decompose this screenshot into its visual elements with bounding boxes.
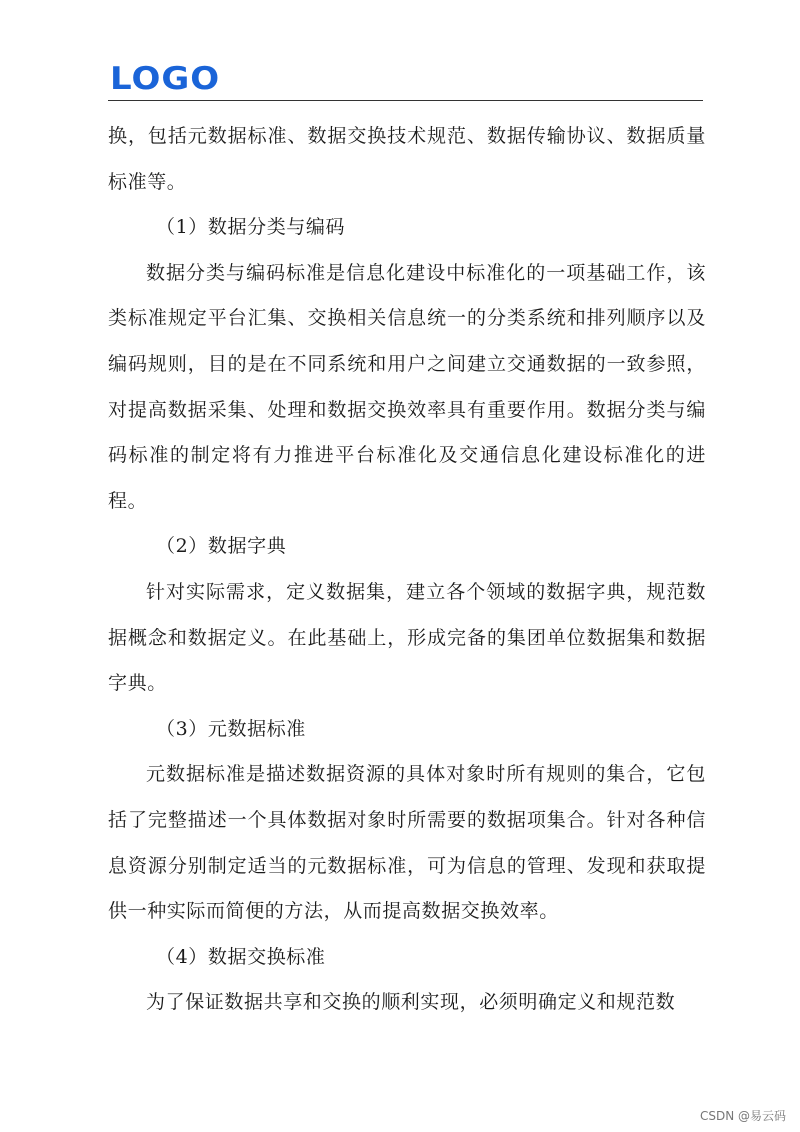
logo: LOGO: [110, 60, 221, 98]
section-heading-classification-coding: （1）数据分类与编码: [156, 216, 346, 239]
document-body: [108, 114, 706, 1026]
section-heading-data-exchange-standard: （4）数据交换标准: [156, 945, 326, 968]
section-heading-data-dictionary: （2）数据字典: [156, 535, 287, 558]
paragraph-data-exchange-standard: 为了保证数据共享和交换的顺利实现，必须明确定义和规范数: [146, 991, 676, 1014]
paragraph-metadata-standard: 元数据标准是描述数据资源的具体对象时所有规则的集合，它包括了完整描述一个具体数据对象时所需要的数据项集合。针对各种信息资源分别制定适当的元数据标准，可为信息的管理、发现和获取提供一种实际而简便的方法，从而提高数据交换效率。: [108, 763, 706, 923]
watermark: CSDN @易云码: [699, 1109, 786, 1123]
paragraph-data-dictionary: 针对实际需求，定义数据集，建立各个领域的数据字典，规范数据概念和数据定义。在此基础上，形成完备的集团单位数据集和数据字典。: [108, 580, 706, 695]
header-divider: [108, 100, 703, 101]
paragraph-continuation: 换，包括元数据标准、数据交换技术规范、数据传输协议、数据质量标准等。: [108, 125, 706, 193]
section-heading-metadata-standard: （3）元数据标准: [156, 717, 306, 740]
paragraph-classification-coding: 数据分类与编码标准是信息化建设中标准化的一项基础工作，该类标准规定平台汇集、交换相关信息统一的分类系统和排列顺序以及编码规则，目的是在不同系统和用户之间建立交通数据的一致参照，对提高数据采集、处理和数据交换效率具有重要作用。数据分类与编码标准的制定将有力推进平台标准化及交通信息化建设标准化的进程。: [108, 261, 706, 512]
